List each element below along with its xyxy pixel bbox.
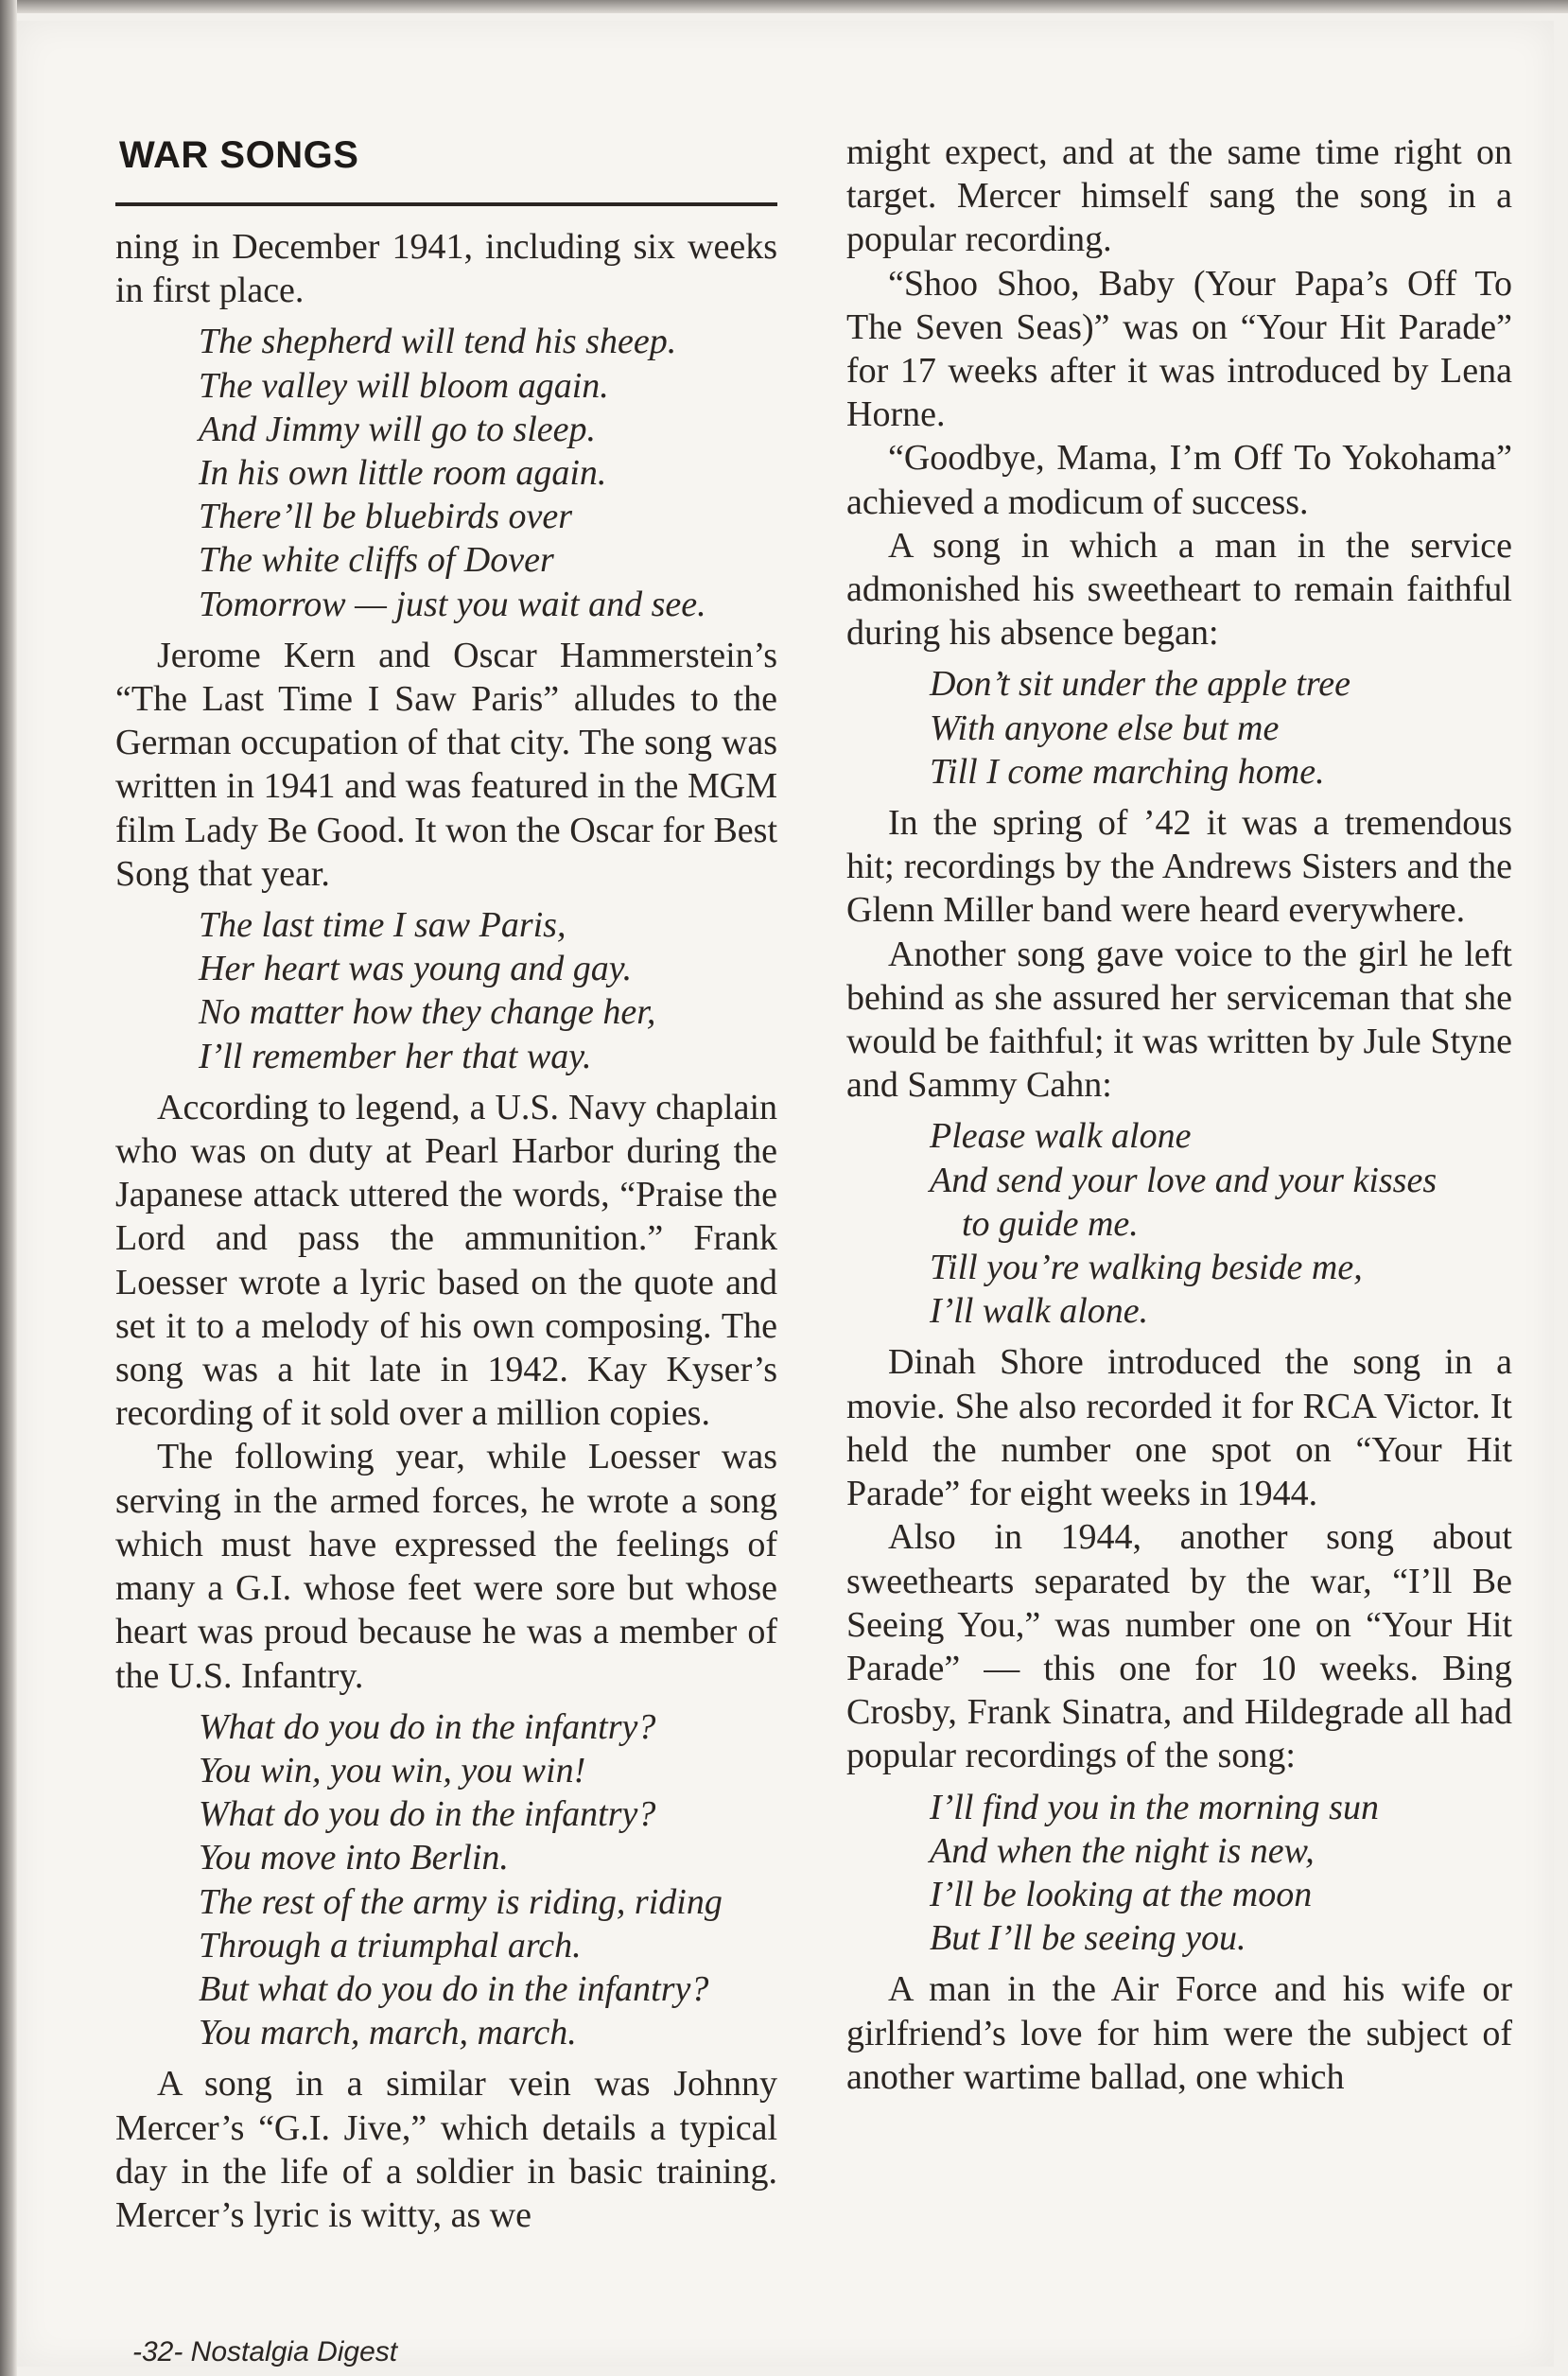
lyric-verse [930,662,1512,794]
lyric-line: But what do you do in the infantry? [199,1968,709,2009]
lyric-verse [930,1114,1512,1333]
paragraph: A song in a similar vein was Johnny Mercer’s “G.I. Jive,” which details a typical day in the life of a soldier in basic training. Mercer’s lyric is witty, as we [115,2064,777,2235]
lyric-line: What do you do in the infantry? [199,1794,656,1835]
paragraph: Another song gave voice to the girl he left behind as she assured her serviceman that she would be faithful; it was written by Jule Styne and Sammy Cahn: [846,934,1512,1106]
lyric-verse [199,320,777,625]
lyric-line: What do you do in the infantry? [199,1706,656,1747]
paragraph: Also in 1944, another song about sweethearts separated by the war, “I’ll Be Seeing You,” was number one on “Your Hit Parade” — this one for 10 weeks. Bing Crosby, Frank Sinatra, and Hildegrade all had popular recordings of the song: [846,1517,1512,1776]
paragraph: “Goodbye, Mama, I’m Off To Yokohama” achieved a modicum of success. [846,438,1512,522]
paragraph: might expect, and at the same time right on target. Mercer himself sang the song in a popular recording. [846,132,1512,260]
lyric-line: I’ll be looking at the moon [930,1874,1313,1914]
lyric-line: I’ll find you in the morning sun [930,1787,1379,1827]
paragraph: A song in which a man in the service admonished his sweetheart to remain faithful during his absence began: [846,525,1512,654]
lyric-line: And send your love and your kisses [930,1160,1437,1200]
lyric-verse [199,1705,777,2055]
section-header [115,131,777,206]
lyric-line: to guide me. [962,1203,1139,1244]
lyric-line: Till you’re walking beside me, [930,1248,1363,1288]
lyric-line: Till I come marching home. [930,751,1325,792]
section-title: WAR SONGS [119,134,359,176]
lyric-line: Her heart was young and gay. [199,949,633,989]
lyric-line: The shepherd will tend his sheep. [199,322,677,362]
lyric-line: And when the night is new, [930,1830,1315,1871]
lyric-line: No matter how they change her, [199,992,656,1033]
paragraph: A man in the Air Force and his wife or girlfriend’s love for him were the subject of another wartime ballad, one which [846,1969,1512,2097]
paragraph: “Shoo Shoo, Baby (Your Papa’s Off To The Seven Seas)” was on “Your Hit Parade” for 17 weeks after it was introduced by Lena Horne. [846,263,1512,435]
scan-binding-shadow [0,0,17,2376]
lyric-line: The valley will bloom again. [199,365,609,406]
paragraph: Dinah Shore introduced the song in a movie. She also recorded it for RCA Victor. It held the number one spot on “Your Hit Parade” for eight weeks in 1944. [846,1342,1512,1514]
lyric-line: Through a triumphal arch. [199,1925,582,1965]
lyric-line: With anyone else but me [930,708,1280,748]
paragraph: Jerome Kern and Oscar Hammerstein’s “The Last Time I Saw Paris” alludes to the German occupation of that city. The song was written in 1941 and was featured in the MGM film Lady Be Good. It won the Oscar for Best Song that year. [115,635,777,894]
paragraph: ning in December 1941, including six weeks in first place. [115,227,777,311]
lyric-line: You win, you win, you win! [199,1750,586,1791]
page-footer: -32- Nostalgia Digest [132,2336,398,2367]
paragraph: According to legend, a U.S. Navy chaplain who was on duty at Pearl Harbor during the Japanese attack uttered the words, “Praise the Lord and pass the ammunition.” Frank Loesser wrote a lyric based on the quote and set it to a melody of his own composing. The song was a hit late in 1942. Kay Kyser’s recording of it sold over a million copies. [115,1087,777,1434]
lyric-line: Tomorrow — just you wait and see. [199,584,706,624]
lyric-line: Don’t sit under the apple tree [930,664,1351,705]
lyric-line: The white cliffs of Dover [199,540,554,581]
right-column [846,131,1512,2099]
lyric-line: Please walk alone [930,1116,1192,1157]
lyric-line: You march, march, march. [199,2013,577,2053]
lyric-line: And Jimmy will go to sleep. [199,409,597,449]
lyric-line: But I’ll be seeing you. [930,1918,1246,1959]
left-column [115,225,777,2237]
lyric-line: I’ll remember her that way. [199,1036,592,1076]
lyric-line: You move into Berlin. [199,1838,509,1878]
lyric-line: There’ll be bluebirds over [199,497,573,537]
header-rule [115,202,777,206]
lyric-line: I’ll walk alone. [930,1291,1149,1332]
lyric-line: The last time I saw Paris, [199,905,566,946]
lyric-line: The rest of the army is riding, riding [199,1881,723,1922]
lyric-verse [199,903,777,1078]
lyric-line: In his own little room again. [199,453,607,494]
paragraph: In the spring of ’42 it was a tremendous hit; recordings by the Andrews Sisters and the Glenn Miller band were heard everywhere. [846,803,1512,931]
scan-top-edge [0,0,1568,13]
lyric-verse [930,1786,1512,1961]
paragraph: The following year, while Loesser was serving in the armed forces, he wrote a song which must have expressed the feelings of many a G.I. whose feet were sore but whose heart was proud because he was a member of the U.S. Infantry. [115,1437,777,1696]
